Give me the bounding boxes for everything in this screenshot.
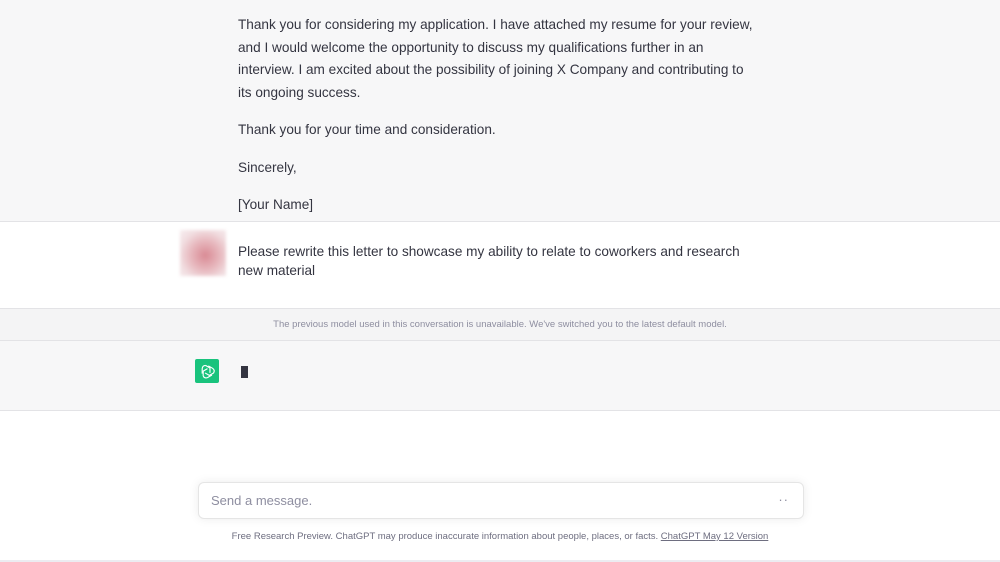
assistant-response-in-progress bbox=[0, 341, 1000, 411]
loading-dots-icon: ·· bbox=[778, 492, 789, 507]
user-avatar bbox=[180, 230, 226, 276]
chatgpt-logo-icon bbox=[195, 359, 219, 383]
assistant-paragraph: Sincerely, bbox=[238, 159, 297, 175]
previous-assistant-message bbox=[0, 0, 1000, 222]
assistant-message-text bbox=[238, 14, 758, 232]
assistant-paragraph: Thank you for your time and consideration. bbox=[238, 122, 496, 137]
footer-disclaimer bbox=[0, 531, 1000, 542]
message-composer[interactable] bbox=[198, 482, 804, 519]
version-link[interactable]: ChatGPT May 12 Version bbox=[660, 531, 769, 542]
typing-cursor bbox=[241, 366, 248, 378]
assistant-paragraph: [Your Name] bbox=[238, 197, 314, 212]
model-switch-notice: The previous model used in this conversation is unavailable. We've switched you to the latest default model. bbox=[0, 309, 1000, 341]
assistant-paragraph: Thank you for considering my application. I have attached my resume for your review, and I would welcome the opportunity to discuss my qualifications further in an interview. I am excited about the possibility of joining X Company and contributing to its ongoing success. bbox=[238, 17, 753, 100]
user-message-text: Please rewrite this letter to showcase my ability to relate to coworkers and research new material bbox=[238, 244, 740, 278]
message-input[interactable] bbox=[211, 483, 751, 518]
user-message bbox=[0, 222, 1000, 309]
disclaimer-text: Free Research Preview. ChatGPT may produce inaccurate information about people, places, or facts. bbox=[231, 531, 659, 542]
